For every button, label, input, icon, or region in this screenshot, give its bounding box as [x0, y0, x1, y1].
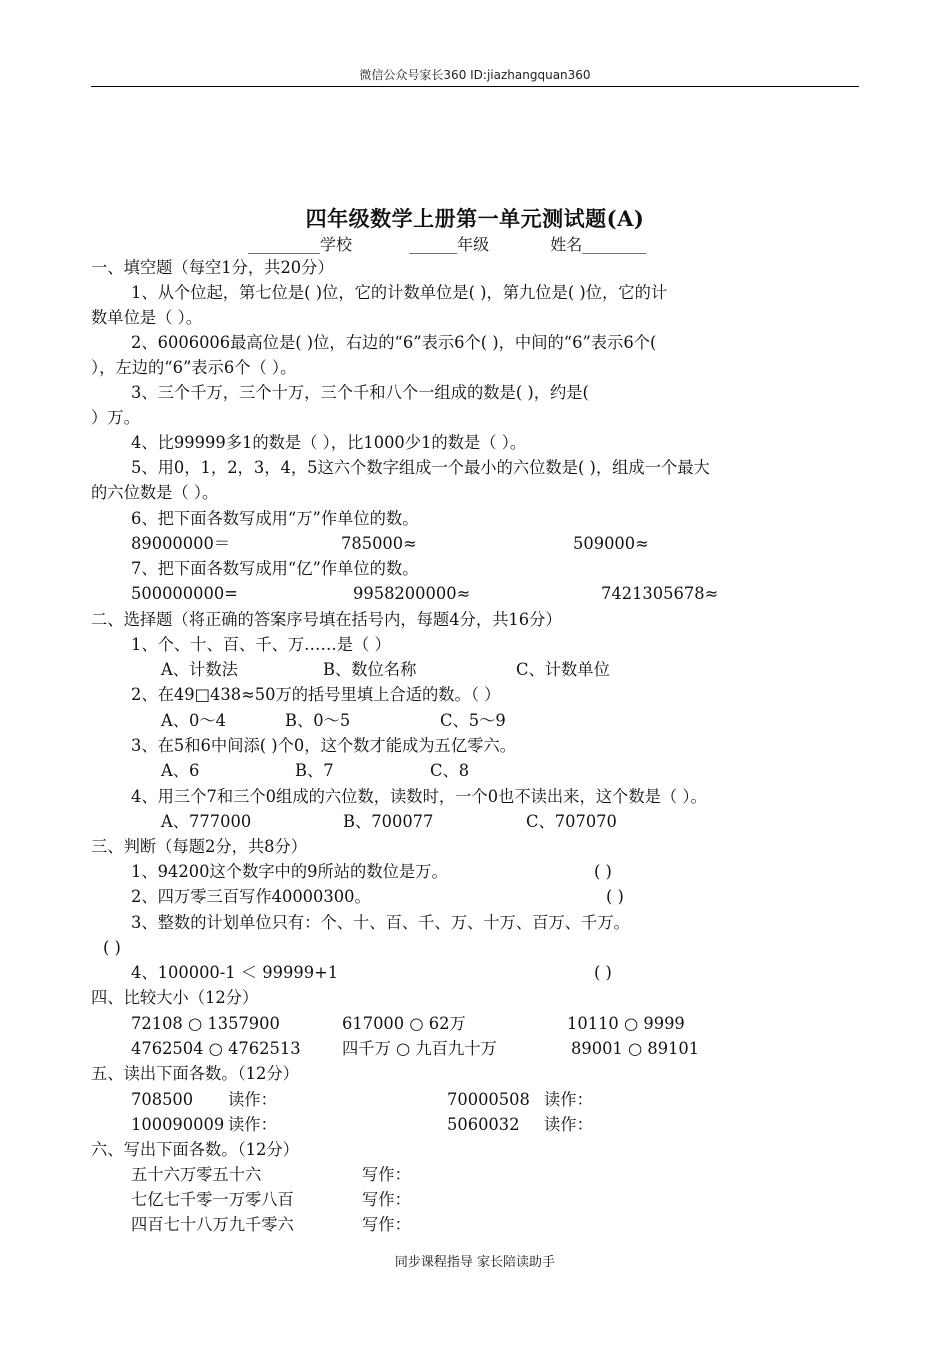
s1-q1-line1: 1、从个位起，第七位是( )位，它的计数单位是( )，第九位是( )位，它的计 — [131, 283, 668, 302]
write-label: 写作： — [362, 1165, 411, 1184]
s1-q6: 6、把下面各数写成用“万”作单位的数。 — [131, 509, 419, 528]
header-rule — [91, 86, 859, 87]
write-number: 七亿七千零一万零八百 — [131, 1190, 294, 1209]
compare-item: 72108 ○ 1357900 — [131, 1014, 280, 1033]
school-field: _________学校 — [248, 235, 353, 254]
s1-q5-line1: 5、用0，1，2，3，4，5这六个数字组成一个最小的六位数是( )，组成一个最大 — [131, 458, 710, 477]
read-label: 读作： — [228, 1115, 277, 1134]
s1-q7-item: 9958200000≈ — [353, 584, 471, 603]
page-title: 四年级数学上册第一单元测试题(A) — [305, 206, 645, 231]
s2-q3-option: C、8 — [430, 761, 470, 780]
section-3-heading: 三、判断（每题2分，共8分） — [91, 837, 308, 856]
s2-q1-option: B、数位名称 — [323, 660, 417, 679]
student-info-line — [248, 232, 646, 255]
s1-q1-line2: 数单位是（ ）。 — [91, 308, 202, 327]
s1-q6-item: 785000≈ — [341, 534, 417, 553]
s2-q4-option: B、700077 — [343, 812, 434, 831]
page-header: 微信公众号家长360 ID:jiazhangquan360 — [359, 68, 591, 82]
section-6-heading: 六、写出下面各数。（12分） — [91, 1140, 299, 1159]
write-label: 写作： — [362, 1215, 411, 1234]
name-field: 姓名________ — [550, 235, 647, 254]
read-number: 70000508 — [447, 1090, 530, 1109]
read-number: 708500 — [131, 1090, 194, 1109]
s3-q2-answer: ( ) — [606, 887, 624, 906]
s3-q3: 3、整数的计划单位只有：个、十、百、千、万、十万、百万、千万。 — [131, 913, 630, 932]
section-1-heading: 一、填空题（每空1分，共20分） — [91, 258, 334, 277]
read-number: 5060032 — [447, 1115, 520, 1134]
section-5-heading: 五、读出下面各数。（12分） — [91, 1064, 299, 1083]
s2-q3-option: A、6 — [161, 761, 200, 780]
grade-field: ______年级 — [409, 235, 490, 254]
s1-q7-item: 7421305678≈ — [601, 584, 719, 603]
s3-q4: 4、100000-1 ＜ 99999+1 — [131, 963, 339, 982]
s2-q3-option: B、7 — [295, 761, 334, 780]
s1-q2-line2: ），左边的“6”表示6个（ ）。 — [91, 358, 297, 377]
compare-item: 四千万 ○ 九百九十万 — [342, 1039, 497, 1058]
read-label: 读作： — [544, 1115, 593, 1134]
s3-q1-answer: ( ) — [594, 862, 612, 881]
compare-item: 617000 ○ 62万 — [342, 1014, 466, 1033]
s1-q7-item: 500000000= — [131, 584, 238, 603]
write-number: 四百七十八万九千零六 — [131, 1215, 294, 1234]
s1-q5-line2: 的六位数是（ ）。 — [91, 483, 219, 502]
s2-q3: 3、在5和6中间添( )个0，这个数才能成为五亿零六。 — [131, 736, 516, 755]
s1-q3-line2: ）万。 — [91, 408, 140, 427]
s1-q2-line1: 2、6006006最高位是( )位，右边的“6”表示6个( )，中间的“6”表示6个( — [131, 333, 657, 352]
s3-q3-answer: ( ) — [103, 938, 121, 957]
s3-q1: 1、94200这个数字中的9所站的数位是万。 — [131, 862, 448, 881]
write-number: 五十六万零五十六 — [131, 1165, 262, 1184]
s2-q2-option: C、5～9 — [440, 711, 506, 730]
read-label: 读作： — [228, 1090, 277, 1109]
read-label: 读作： — [544, 1090, 593, 1109]
s2-q1: 1、个、十、百、千、万……是（ ） — [131, 635, 391, 654]
s2-q4-option: C、707070 — [526, 812, 617, 831]
read-number: 100090009 — [131, 1115, 225, 1134]
s2-q2-option: B、0～5 — [285, 711, 351, 730]
s3-q4-answer: ( ) — [594, 963, 612, 982]
s2-q2-option: A、0～4 — [161, 711, 227, 730]
section-2-heading: 二、选择题（将正确的答案序号填在括号内，每题4分，共16分） — [91, 610, 562, 629]
s1-q6-item: 509000≈ — [573, 534, 649, 553]
section-4-heading: 四、比较大小（12分） — [91, 988, 259, 1007]
s2-q1-option: C、计数单位 — [516, 660, 610, 679]
s2-q1-option: A、计数法 — [161, 660, 238, 679]
page-footer: 同步课程指导 家长陪读助手 — [394, 1255, 556, 1270]
s1-q6-item: 89000000＝ — [131, 534, 231, 553]
compare-item: 10110 ○ 9999 — [567, 1014, 685, 1033]
s2-q4-option: A、777000 — [161, 812, 252, 831]
compare-item: 89001 ○ 89101 — [571, 1039, 700, 1058]
s2-q2: 2、在49□438≈50万的括号里填上合适的数。（ ） — [131, 685, 501, 704]
s3-q2: 2、四万零三百写作40000300。 — [131, 887, 371, 906]
s1-q7: 7、把下面各数写成用“亿”作单位的数。 — [131, 559, 419, 578]
s1-q3-line1: 3、三个千万，三个十万，三个千和八个一组成的数是( )，约是( — [131, 383, 589, 402]
s2-q4: 4、用三个7和三个0组成的六位数，读数时，一个0也不读出来，这个数是（ ）。 — [131, 787, 707, 806]
compare-item: 4762504 ○ 4762513 — [131, 1039, 301, 1058]
s1-q4: 4、比99999多1的数是（ ），比1000少1的数是（ ）。 — [131, 433, 527, 452]
write-label: 写作： — [362, 1190, 411, 1209]
